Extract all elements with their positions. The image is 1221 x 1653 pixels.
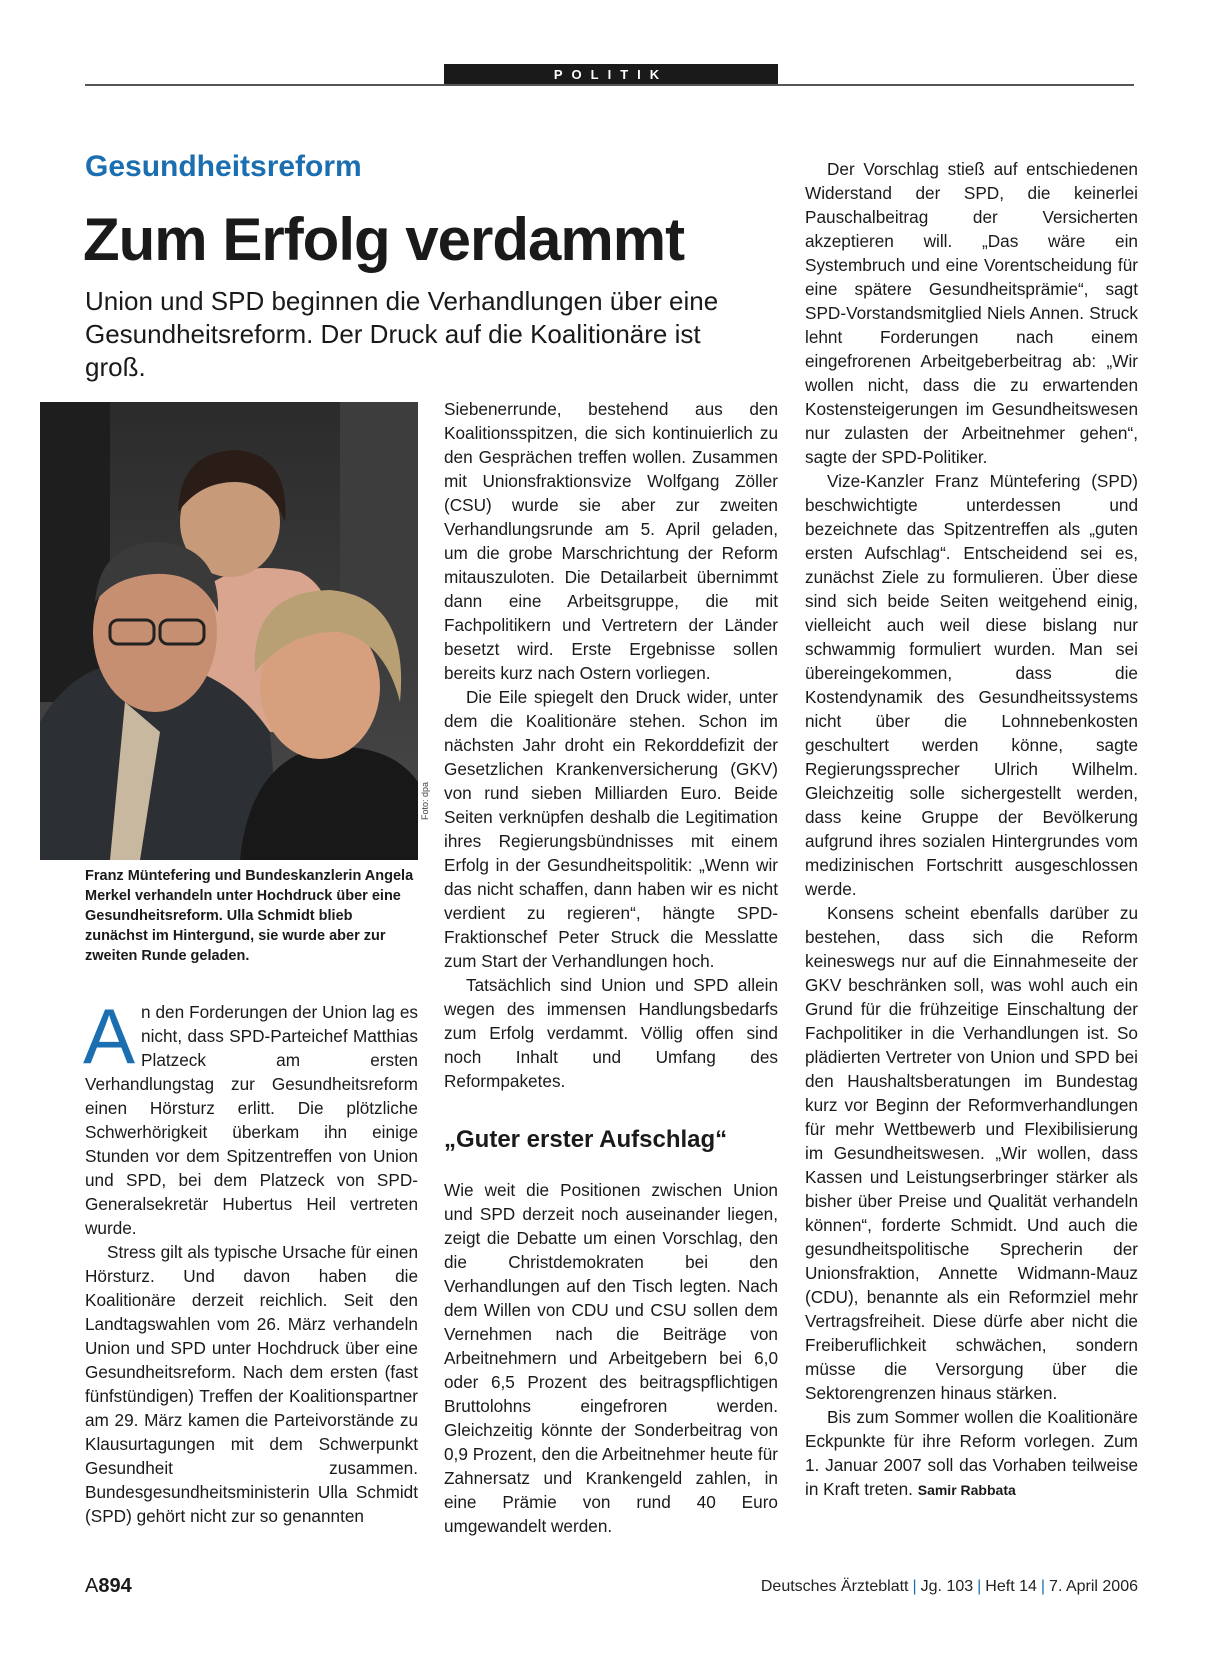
photo-illustration	[40, 402, 418, 860]
body-paragraph: An den Forderungen der Union lag es nicht, dass SPD-Parteichef Matthias Platzeck am ersten Verhandlungstag zur Gesundheitsreform einen Hörsturz erlitt. Die plötzliche Schwerhörigkeit überkam ihn einige Stunden vor dem Spitzentreffen von Union und SPD, bei dem Platzeck von SPD-Generalsekretär Hubertus Heil vertreten wurde.	[83, 992, 418, 1238]
article-kicker: Gesundheitsreform	[85, 150, 362, 183]
header-rule	[85, 84, 1134, 86]
body-paragraph: Der Vorschlag stieß auf entschiedenen Widerstand der SPD, die keinerlei Pauschalbeitrag der Versicherten akzeptieren will. „Das wäre ein Systembruch und eine Vorentscheidung für eine spätere Gesundheitsprämie“, sagt SPD-Vorstandsmitglied Niels Annen. Struck lehnt Forderungen nach einem eingefrorenen Arbeitgeberbeitrag ab: „Wir wollen nicht, dass die zu erwartenden Kostensteigerungen im Gesundheitswesen nur zulasten der Arbeitnehmer gehen“, sagte der SPD-Politiker.	[805, 159, 1138, 467]
photo-caption: Franz Müntefering und Bundeskanzlerin Angela Merkel verhandeln unter Hochdruck über eine Gesundheitsreform. Ulla Schmidt blieb zunächst im Hintergund, sie wurde aber zur zweiten Runde geladen.	[85, 868, 414, 964]
text-column-2	[444, 397, 778, 1538]
body-paragraph: Vize-Kanzler Franz Müntefering (SPD) beschwichtigte unterdessen und bezeichnete das Spitzentreffen als „guten ersten Aufschlag“. Entscheidend sei es, zunächst Ziele zu formulieren. Über diese sind sich beide Seiten weitgehend einig, vielleicht auch weil diese bislang nur schwammig formuliert wurden. Man sei übereingekommen, dass die Kostendynamik des Gesundheitssystems nicht über die Lohnnebenkosten geschultert werden könne, sagte Regierungssprecher Ulrich Wilhelm. Gleichzeitig solle sichergestellt werden, dass keine Gruppe der Bevölkerung aufgrund ihres sozialen Hintergrundes vom medizinischen Fortschritt ausgeschlossen werde.	[805, 471, 1138, 899]
journal-date: 7. April 2006	[1049, 1578, 1138, 1595]
body-paragraph: Siebenerrunde, bestehend aus den Koalitionsspitzen, die sich kontinuierlich zu den Gesprächen treffen wollen. Zusammen mit Unionsfraktionsvize Wolfgang Zöller (CSU) wurde sie aber zur zweiten Verhandlungsrunde am 5. April geladen, um die grobe Marschrichtung der Reform mitauszuloten. Die Detailarbeit übernimmt dann eine Arbeitsgruppe, die mit Fachpolitikern und Vertretern der Länder besetzt wird. Erste Ergebnisse sollen bereits kurz nach Ostern vorliegen.	[444, 399, 778, 683]
body-paragraph: Wie weit die Positionen zwischen Union und SPD derzeit noch auseinander liegen, zeigt die Debatte um einen Vorschlag, den die Christdemokraten bei den Verhandlungen auf den Tisch legten. Nach dem Willen von CDU und CSU sollen dem Vernehmen nach die Beiträge von Arbeitnehmern und Arbeitgebern bei 6,0 oder 6,5 Prozent des beitragspflichtigen Bruttolohns eingefroren werden. Gleichzeitig könnte der Sonderbeitrag von 0,9 Prozent, den die Arbeitnehmer heute für Zahnersatz und Krankengeld zahlen, in eine Prämie von rund 40 Euro umgewandelt werden.	[444, 1180, 778, 1536]
journal-info: Deutsches Ärzteblatt | Jg. 103 | Heft 14 | 7. April 2006	[760, 1578, 1138, 1595]
body-paragraph: Die Eile spiegelt den Druck wider, unter dem die Koalitionäre stehen. Schon im nächsten Jahr droht ein Rekorddefizit der Gesetzlichen Krankenversicherung (GKV) von rund sieben Milliarden Euro. Beide Seiten verknüpfen deshalb die Legitimation ihres Regierungsbündnisses mit einem Erfolg in der Gesundheitspolitik: „Wenn wir das nicht schaffen, dann haben wir es nicht verdient zu regieren“, hängte SPD-Fraktionschef Peter Struck die Messlatte zum Start der Verhandlungen hoch.	[444, 687, 778, 971]
author-name: Samir Rabbata	[917, 1482, 1016, 1498]
journal-volume: Jg. 103	[920, 1578, 974, 1595]
article-title: Zum Erfolg verdammt	[83, 206, 685, 273]
text-column-3	[805, 157, 1138, 1502]
body-paragraph: Tatsächlich sind Union und SPD allein wegen des immensen Handlungsbedarfs zum Erfolg verdammt. Völlig offen sind noch Inhalt und Umfang des Reformpaketes.	[444, 975, 778, 1091]
drop-cap: A	[83, 992, 136, 1080]
text-column-1	[83, 992, 418, 1528]
subheading: „Guter erster Aufschlag“	[444, 1126, 728, 1153]
article-lead: Union und SPD beginnen die Verhandlungen über eine Gesundheitsreform. Der Druck auf die Koalitionäre ist groß.	[85, 286, 719, 382]
section-label: POLITIK	[444, 64, 778, 85]
photo-credit: Foto: dpa	[420, 781, 430, 820]
journal-name: Deutsches Ärzteblatt	[760, 1578, 909, 1595]
body-paragraph: Bis zum Sommer wollen die Koalitionäre Eckpunkte für ihre Reform vorlegen. Zum 1. Januar 2007 soll das Vorhaben teilweise in Kraft treten. Samir Rabbata	[805, 1407, 1138, 1499]
body-paragraph: Stress gilt als typische Ursache für einen Hörsturz. Und davon haben die Koalitionäre derzeit reichlich. Seit den Landtagswahlen vom 26. März verhandeln Union und SPD unter Hochdruck über eine Gesundheitsreform. Nach dem ersten (fast fünfstündigen) Treffen der Koalitionspartner am 29. März kamen die Parteivorstände zu Klausurtagungen mit dem Schwerpunkt Gesundheit zusammen. Bundesgesundheitsministerin Ulla Schmidt (SPD) gehört nicht zur so genannten	[85, 1242, 418, 1526]
page-number: A894	[85, 1575, 132, 1597]
body-paragraph: Konsens scheint ebenfalls darüber zu bestehen, dass sich die Reform keineswegs nur auf die Einnahmeseite der GKV beschränken soll, was wohl auch ein Grund für die frühzeitige Einschaltung der Fachpolitiker in die Verhandlungen ist. So plädierten Vertreter von Union und SPD bei den Haushaltsberatungen im Bundestag kurz vor Beginn der Reformverhandlungen für mehr Wettbewerb und Flexibilisierung im Gesundheitswesen. „Wir wollen, dass Kassen und Leistungserbringer stärker als bisher über Preise und Qualität verhandeln können“, forderte Schmidt. Und auch die gesundheitspolitische Sprecherin der Unionsfraktion, Annette Widmann-Mauz (CDU), benannte als ein Reformziel mehr Vertragsfreiheit. Diese dürfe aber nicht die Freiberuflichkeit schwächen, sondern müsse die Versorgung über die Sektorengrenzen hinaus stärken.	[805, 903, 1138, 1403]
journal-issue: Heft 14	[985, 1578, 1037, 1595]
article-photo	[40, 402, 418, 860]
